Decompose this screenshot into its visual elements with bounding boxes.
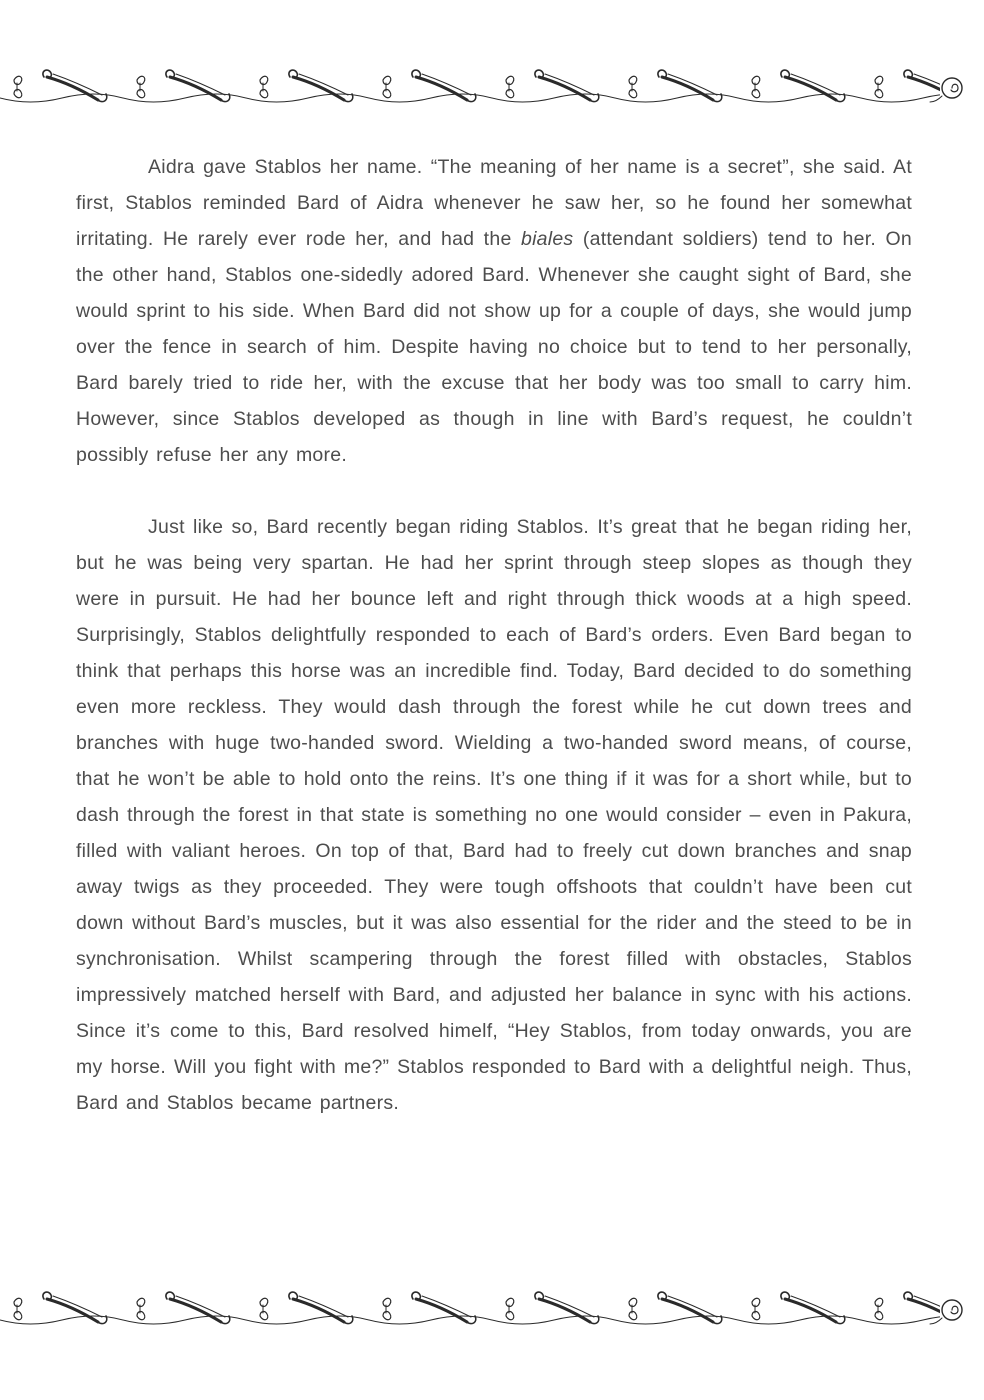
text-content (76, 149, 912, 1121)
flourish-border-strip (0, 1290, 940, 1334)
bottom-ornamental-border (0, 1290, 984, 1334)
text-run: Aidra gave Stablos her name. “The meaning of her name is a secret”, she said. At first, Stablos reminded Bard of Aidra whenever he saw her, so he found her somewhat irritating. He rarely ever rode her, and had the (76, 156, 912, 250)
paragraph (76, 149, 912, 473)
top-ornamental-border (0, 68, 984, 112)
flourish-border-strip (0, 68, 940, 112)
border-end-spiral (930, 1300, 962, 1324)
border-end-spiral (930, 78, 962, 102)
text-run: Just like so, Bard recently began riding Stablos. It’s great that he began riding her, but he was being very spartan. He had her sprint through steep slopes as though they were in pursuit. He had her bounce left and right through thick woods at a high speed. Surprisingly, Stablos delightfully responded to each of Bard’s orders. Even Bard began to think that perhaps this horse was an incredible find. Today, Bard decided to do something even more reckless. They would dash through the forest while he cut down trees and branches with huge two-handed sword. Wielding a two-handed sword means, of course, that he won’t be able to hold onto the reins. It’s one thing if it was for a short while, but to dash through the forest in that state is something no one would consider – even in Pakura, filled with valiant heroes. On top of that, Bard had to freely cut down branches and snap away twigs as they proceeded. They were tough offshoots that couldn’t have been cut down without Bard’s muscles, but it was also essential for the rider and the steed to be in synchronisation. Whilst scampering through the forest filled with obstacles, Stablos impressively matched herself with Bard, and adjusted her balance in sync with his actions. Since it’s come to this, Bard resolved himelf, “Hey Stablos, from today onwards, you are my horse. Will you fight with me?” Stablos responded to Bard with a delightful neigh. Thus, Bard and Stablos became partners. (76, 516, 912, 1114)
flourish-pattern-top (0, 68, 984, 112)
text-run: (attendant soldiers) tend to her. On the other hand, Stablos one-sidedly adored Bard. Whenever she caught sight of Bard, she would sprint to his side. When Bard did not show up for a couple of days, she would jump over the fence in search of him. Despite having no choice but to tend to her personally, Bard barely tried to ride her, with the excuse that her body was too small to carry him. However, since Stablos developed as though in line with Bard’s request, he couldn’t possibly refuse her any more. (76, 228, 912, 466)
flourish-pattern-bottom (0, 1290, 984, 1334)
paragraph (76, 509, 912, 1121)
italic-text-run: biales (520, 228, 574, 250)
